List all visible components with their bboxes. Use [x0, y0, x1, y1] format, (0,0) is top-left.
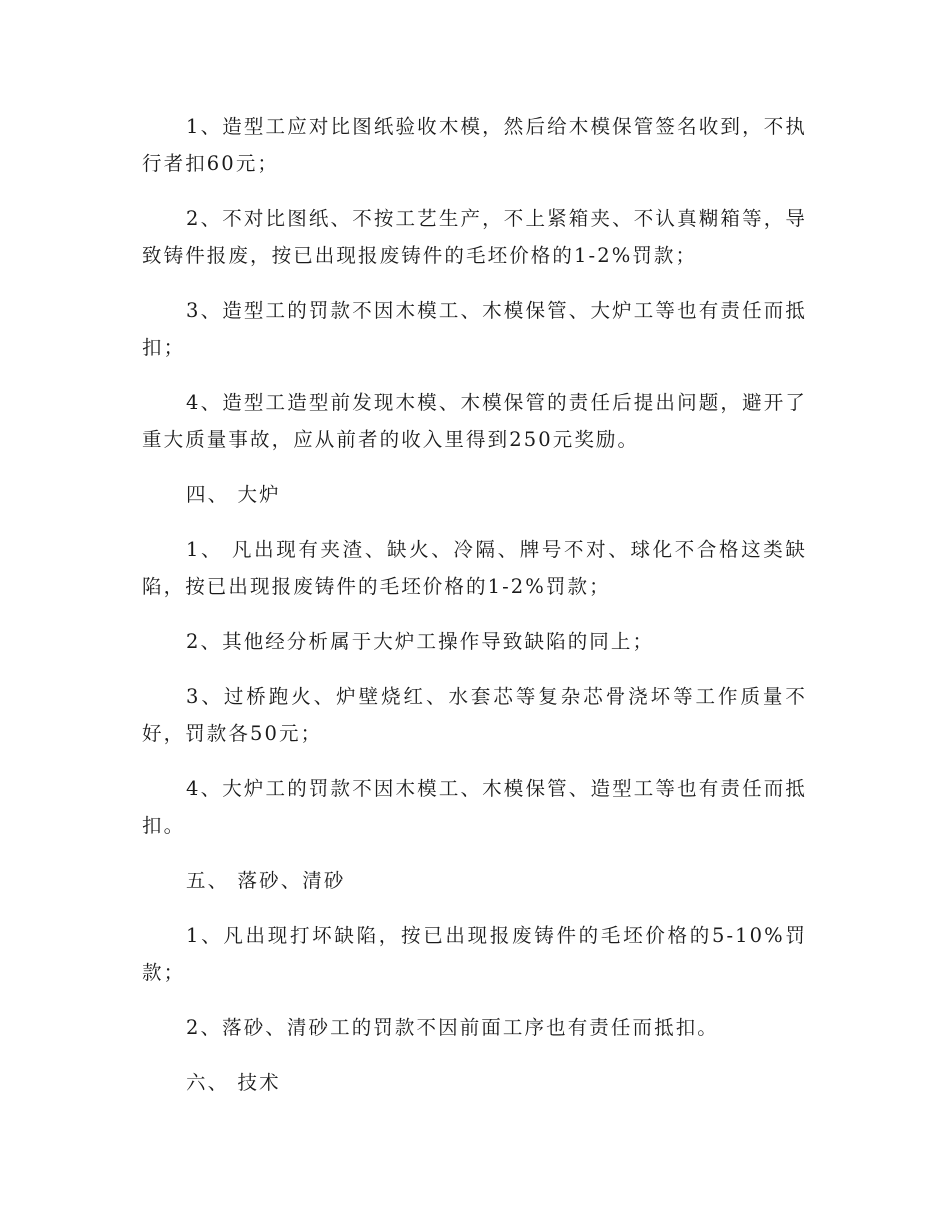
paragraph-modeling-item-3: 3、造型工的罚款不因木模工、木模保管、大炉工等也有责任而抵扣； [142, 299, 807, 359]
paragraph-furnace-item-1: 1、 凡出现有夹渣、缺火、冷隔、牌号不对、球化不合格这类缺陷，按已出现报废铸件的毛坯价格的1-2%罚款； [142, 538, 807, 598]
paragraph-shakeout-item-1: 1、凡出现打坏缺陷，按已出现报废铸件的毛坯价格的5-10%罚款； [142, 924, 807, 984]
paragraph-furnace-item-2: 2、其他经分析属于大炉工操作导致缺陷的同上； [186, 630, 655, 653]
section-heading-technical: 六、 技术 [186, 1071, 281, 1094]
paragraph-shakeout-item-2: 2、落砂、清砂工的罚款不因前面工序也有责任而抵扣。 [186, 1016, 719, 1039]
document-body [142, 108, 807, 1119]
section-heading-furnace: 四、 大炉 [186, 483, 281, 506]
section-heading-shakeout: 五、 落砂、清砂 [186, 869, 346, 892]
paragraph-modeling-item-1: 1、造型工应对比图纸验收木模，然后给木模保管签名收到，不执行者扣60元； [142, 115, 807, 175]
paragraph-furnace-item-4: 4、大炉工的罚款不因木模工、木模保管、造型工等也有责任而抵扣。 [142, 777, 807, 837]
paragraph-furnace-item-3: 3、过桥跑火、炉壁烧红、水套芯等复杂芯骨浇坏等工作质量不好，罚款各50元； [142, 685, 807, 745]
paragraph-modeling-item-4: 4、造型工造型前发现木模、木模保管的责任后提出问题，避开了重大质量事故，应从前者的收入里得到250元奖励。 [142, 391, 807, 451]
paragraph-modeling-item-2: 2、不对比图纸、不按工艺生产，不上紧箱夹、不认真糊箱等，导致铸件报废，按已出现报废铸件的毛坯价格的1-2%罚款； [142, 207, 807, 267]
